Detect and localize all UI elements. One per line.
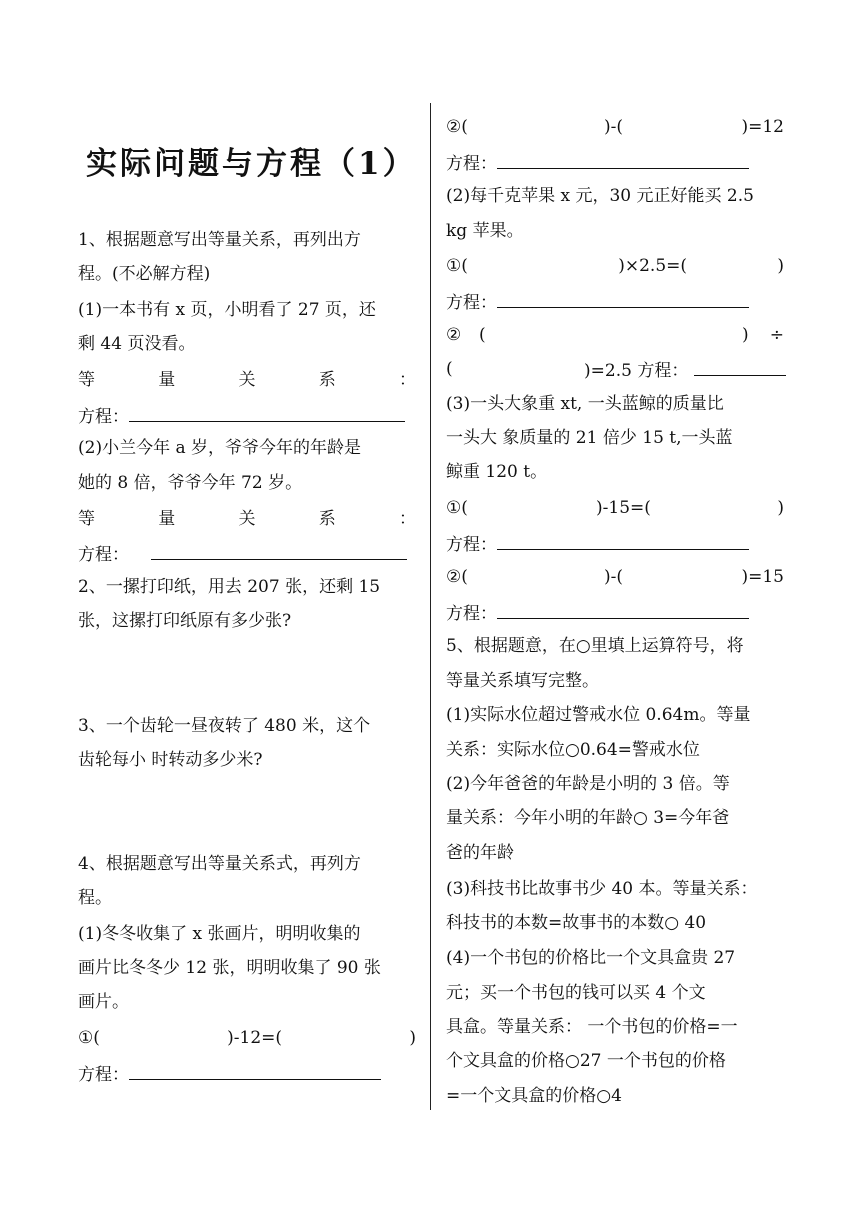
q5-4-text: (4)一个书包的价格比一个文具盒贵 27 (446, 948, 736, 968)
fill-formula-q4-1: ①( )-12=( ) (78, 1028, 416, 1048)
r3-text: (3)一头大象重 xt, 一头蓝鲸的质量比 (446, 394, 724, 414)
q1-stem: 1、根据题意写出等量关系，再列出方 (78, 230, 361, 250)
page-title: 实际问题与方程（1） (86, 146, 417, 182)
q5-4-text-cont2: 具盒。等量关系： 一个书包的价格=一 (446, 1017, 738, 1037)
r2-text-cont: kg 苹果。 (446, 221, 524, 241)
equation-line-1: 方程： (78, 403, 416, 429)
q1-1-text: (1)一本书有 x 页，小明看了 27 页，还 (78, 300, 376, 320)
q5-1-text-cont: 关系：实际水位○0.64=警戒水位 (446, 740, 700, 760)
answer-blank[interactable] (151, 541, 407, 560)
equation-line-r3-2: 方程： (446, 600, 784, 626)
answer-blank[interactable] (497, 289, 749, 308)
q4-1-text-cont: 画片比冬冬少 12 张，明明收集了 90 张 (78, 958, 381, 978)
equation-line-2: 方程： (78, 541, 416, 567)
equation-line-r1: 方程： (446, 150, 784, 176)
q5-4-text-cont: 元；买一个书包的钱可以买 4 个文 (446, 983, 706, 1003)
answer-blank[interactable] (497, 150, 749, 169)
q1-stem-cont: 程。(不必解方程) (78, 264, 211, 284)
equation-line-3: 方程： (78, 1061, 416, 1087)
answer-blank[interactable] (497, 600, 749, 619)
q4-stem: 4、根据题意写出等量关系式，再列方 (78, 854, 361, 874)
q5-2-text-cont2: 爸的年龄 (446, 843, 514, 863)
column-divider (430, 103, 431, 1110)
answer-blank[interactable] (694, 357, 786, 376)
q5-stem-cont: 等量关系填写完整。 (446, 671, 599, 691)
q1-1-text-cont: 剩 44 页没看。 (78, 334, 196, 354)
q5-3-text: (3)科技书比故事书少 40 本。等量关系： (446, 879, 758, 899)
q2-text: 2、一摞打印纸，用去 207 张，还剩 15 (78, 577, 381, 597)
fill-formula-r2-1: ①( )×2.5=( ) (446, 256, 784, 276)
equation-line-r2: 方程： (446, 289, 784, 315)
q2-text-cont: 张，这摞打印纸原有多少张? (78, 611, 292, 631)
q3-text: 3、一个齿轮一昼夜转了 480 米，这个 (78, 716, 371, 736)
q5-1-text: (1)实际水位超过警戒水位 0.64m。等量 (446, 705, 751, 725)
answer-blank[interactable] (129, 403, 405, 422)
equal-relation-line-2: 等 量 关 系 ： (78, 509, 416, 529)
q1-2-text: (2)小兰今年 a 岁，爷爷今年的年龄是 (78, 438, 362, 458)
q4-stem-cont: 程。 (78, 888, 112, 908)
q5-4-text-cont3: 个文具盒的价格○27 一个书包的价格 (446, 1051, 726, 1071)
q5-3-text-cont: 科技书的本数=故事书的本数○ 40 (446, 913, 707, 933)
equation-line-r3-1: 方程： (446, 531, 784, 557)
q5-2-text: (2)今年爸爸的年龄是小明的 3 倍。等 (446, 774, 730, 794)
equal-relation-line-1: 等 量 关 系 ： (78, 370, 416, 390)
q4-1-text: (1)冬冬收集了 x 张画片，明明收集的 (78, 924, 361, 944)
r2-text: (2)每千克苹果 x 元，30 元正好能买 2.5 (446, 186, 754, 206)
q5-stem: 5、根据题意，在○里填上运算符号，将 (446, 636, 744, 656)
q5-2-text-cont: 量关系：今年小明的年龄○ 3=今年爸 (446, 808, 730, 828)
q1-2-text-cont: 她的 8 倍，爷爷今年 72 岁。 (78, 473, 303, 493)
q5-4-text-cont4: =一个文具盒的价格○4 (446, 1086, 622, 1106)
q4-1-text-cont2: 画片。 (78, 992, 129, 1012)
answer-blank[interactable] (497, 531, 749, 550)
answer-blank[interactable] (129, 1061, 381, 1080)
r3-text-cont: 一头大 象质量的 21 倍少 15 t,一头蓝 (446, 428, 733, 448)
q3-text-cont: 齿轮每小 时转动多少米? (78, 750, 263, 770)
r3-text-cont2: 鲸重 120 t。 (446, 462, 548, 482)
